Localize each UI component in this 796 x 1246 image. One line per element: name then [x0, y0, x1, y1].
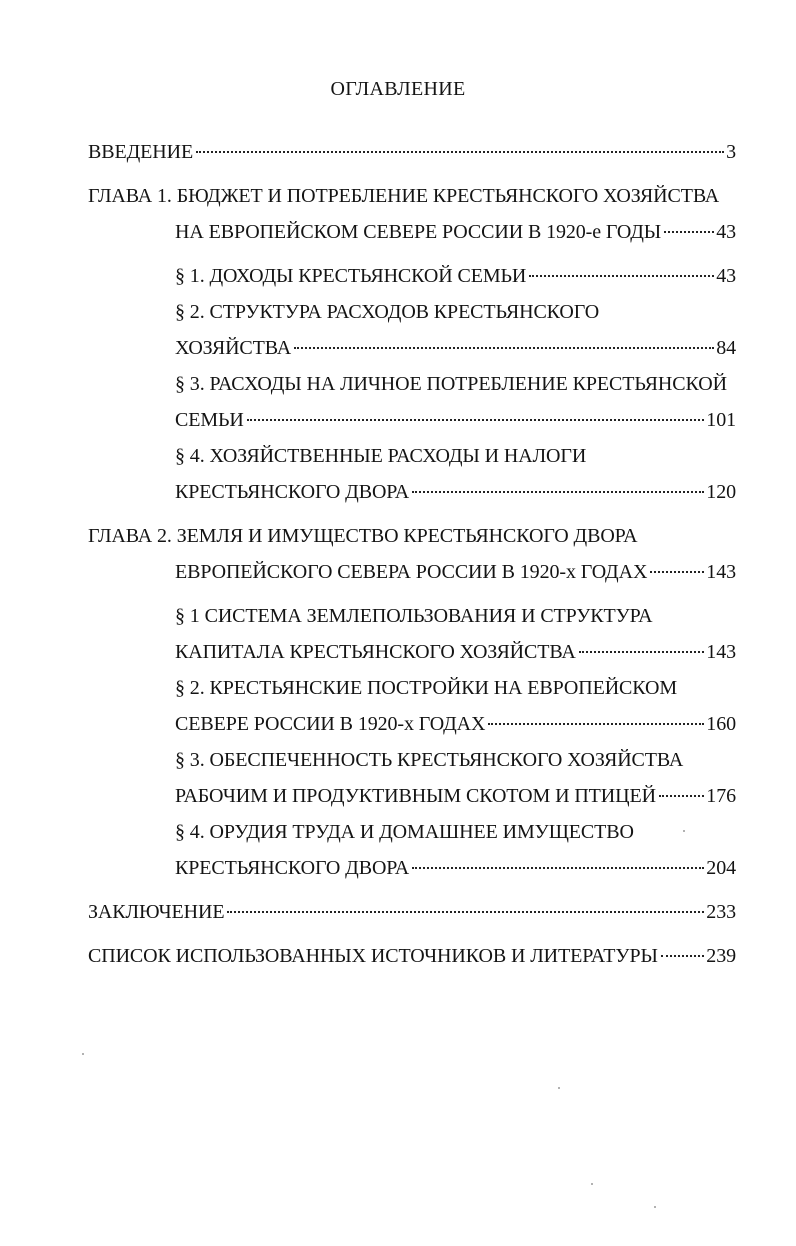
- toc-page-number: 143: [706, 561, 736, 583]
- toc-page-number: 43: [716, 265, 736, 287]
- toc-entry-text: ЗАКЛЮЧЕНИЕ: [88, 901, 225, 923]
- toc-entry-references[interactable]: [88, 945, 736, 968]
- toc-entry-section-2-4[interactable]: [175, 857, 736, 880]
- toc-entry-text: КРЕСТЬЯНСКОГО ДВОРА: [175, 857, 410, 879]
- toc-entry-text: СЕМЬИ: [175, 409, 244, 431]
- toc-entry-text: СПИСОК ИСПОЛЬЗОВАННЫХ ИСТОЧНИКОВ И ЛИТЕРАТУРЫ: [88, 945, 658, 967]
- toc-entry-text: РАБОЧИМ И ПРОДУКТИВНЫМ СКОТОМ И ПТИЦЕЙ: [175, 785, 656, 807]
- toc-entry-text: КАПИТАЛА КРЕСТЬЯНСКОГО ХОЗЯЙСТВА: [175, 641, 576, 663]
- scan-speck: [558, 1087, 560, 1089]
- toc-entry-chapter-2[interactable]: [175, 561, 736, 584]
- toc-page-number: 3: [726, 141, 736, 163]
- toc-entry-text: ЕВРОПЕЙСКОГО СЕВЕРА РОССИИ В 1920-х ГОДАХ: [175, 561, 648, 583]
- dot-leader: [294, 347, 714, 349]
- toc-entry-section-2-3[interactable]: [175, 785, 736, 808]
- toc-entry-text: НА ЕВРОПЕЙСКОМ СЕВЕРЕ РОССИИ В 1920-е ГОДЫ: [175, 221, 662, 243]
- toc-entry-section-1-4[interactable]: [175, 481, 736, 504]
- toc-entry-text: § 1. ДОХОДЫ КРЕСТЬЯНСКОЙ СЕМЬИ: [175, 265, 527, 287]
- section-1-2-line1[interactable]: § 2. СТРУКТУРА РАСХОДОВ КРЕСТЬЯНСКОГО: [175, 301, 600, 323]
- toc-entry-section-1-2[interactable]: [175, 337, 736, 360]
- page-title: ОГЛАВЛЕНИЕ: [330, 78, 466, 100]
- toc-entry-text: ХОЗЯЙСТВА: [175, 337, 292, 359]
- dot-leader: [529, 275, 714, 277]
- section-2-3-line1[interactable]: § 3. ОБЕСПЕЧЕННОСТЬ КРЕСТЬЯНСКОГО ХОЗЯЙСТВА: [175, 749, 684, 771]
- chapter-1-title-line1[interactable]: ГЛАВА 1. БЮДЖЕТ И ПОТРЕБЛЕНИЕ КРЕСТЬЯНСКОГО ХОЗЯЙСТВА: [88, 185, 720, 207]
- scan-speck: [82, 1053, 84, 1055]
- toc-entry-section-1-3[interactable]: [175, 409, 736, 432]
- toc-entry-text: ВВЕДЕНИЕ: [88, 141, 194, 163]
- chapter-2-title-line1[interactable]: ГЛАВА 2. ЗЕМЛЯ И ИМУЩЕСТВО КРЕСТЬЯНСКОГО ДВОРА: [88, 525, 638, 547]
- scan-speck: [654, 1206, 656, 1208]
- toc-page-number: 143: [706, 641, 736, 663]
- toc-page-number: 204: [706, 857, 736, 879]
- dot-leader: [488, 723, 704, 725]
- dot-leader: [664, 231, 714, 233]
- section-2-4-line1[interactable]: § 4. ОРУДИЯ ТРУДА И ДОМАШНЕЕ ИМУЩЕСТВО: [175, 821, 634, 843]
- toc-entry-section-2-2[interactable]: [175, 713, 736, 736]
- toc-entry-text: КРЕСТЬЯНСКОГО ДВОРА: [175, 481, 410, 503]
- dot-leader: [247, 419, 705, 421]
- scan-speck: [683, 830, 685, 832]
- toc-page-number: 233: [706, 901, 736, 923]
- dot-leader: [579, 651, 705, 653]
- section-1-3-line1[interactable]: § 3. РАСХОДЫ НА ЛИЧНОЕ ПОТРЕБЛЕНИЕ КРЕСТЬЯНСКОЙ: [175, 373, 727, 395]
- dot-leader: [661, 955, 704, 957]
- toc-page-number: 120: [706, 481, 736, 503]
- toc-page-number: 160: [706, 713, 736, 735]
- dot-leader: [412, 867, 704, 869]
- scan-speck: [591, 1183, 593, 1185]
- toc-page-number: 43: [716, 221, 736, 243]
- toc-entry-intro[interactable]: [88, 141, 736, 164]
- toc-entry-conclusion[interactable]: [88, 901, 736, 924]
- toc-page-number: 101: [706, 409, 736, 431]
- dot-leader: [196, 151, 724, 153]
- dot-leader: [227, 911, 704, 913]
- toc-entry-chapter-1[interactable]: [175, 221, 736, 244]
- toc-entry-section-1-1[interactable]: [175, 265, 736, 288]
- section-1-4-line1[interactable]: § 4. ХОЗЯЙСТВЕННЫЕ РАСХОДЫ И НАЛОГИ: [175, 445, 587, 467]
- toc-entry-section-2-1[interactable]: [175, 641, 736, 664]
- toc-page-number: 239: [706, 945, 736, 967]
- toc-page-number: 176: [706, 785, 736, 807]
- toc-page-number: 84: [716, 337, 736, 359]
- section-2-2-line1[interactable]: § 2. КРЕСТЬЯНСКИЕ ПОСТРОЙКИ НА ЕВРОПЕЙСКОМ: [175, 677, 678, 699]
- dot-leader: [659, 795, 704, 797]
- toc-entry-text: СЕВЕРЕ РОССИИ В 1920-х ГОДАХ: [175, 713, 486, 735]
- dot-leader: [412, 491, 704, 493]
- dot-leader: [650, 571, 704, 573]
- section-2-1-line1[interactable]: § 1 СИСТЕМА ЗЕМЛЕПОЛЬЗОВАНИЯ И СТРУКТУРА: [175, 605, 653, 627]
